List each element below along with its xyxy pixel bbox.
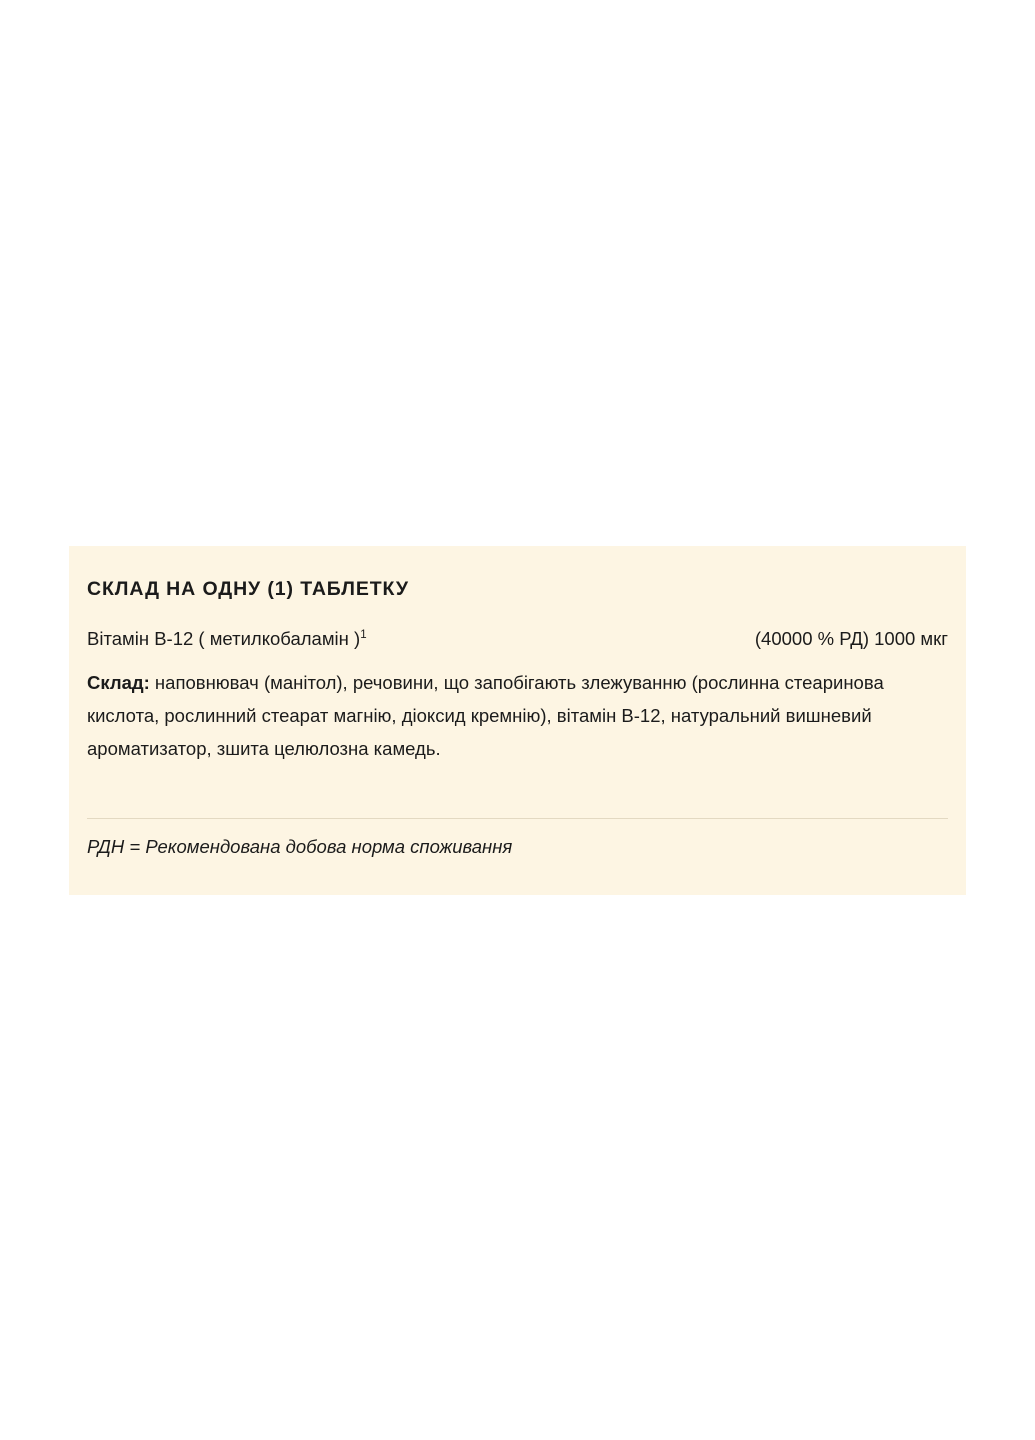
nutrient-row bbox=[87, 628, 948, 658]
ingredients-text: наповнювач (манітол), речовини, що запобігають злежуванню (рослинна стеаринова кислота, рослинний стеарат магнію, діоксид кремнію), вітамін B-12, натуральний вишневий ароматизатор, зшита целюлозна камедь. bbox=[87, 672, 884, 759]
supplement-facts-title: СКЛАД НА ОДНУ (1) ТАБЛЕТКУ bbox=[87, 578, 409, 600]
ingredients-label: Склад: bbox=[87, 672, 150, 693]
ingredients-paragraph bbox=[87, 666, 948, 765]
supplement-facts-panel bbox=[69, 546, 966, 895]
nutrient-footnote-marker: 1 bbox=[360, 628, 367, 641]
nutrient-amount: (40000 % РД) 1000 мкг bbox=[754, 628, 948, 649]
supplement-facts-content bbox=[87, 546, 948, 895]
daily-value-footnote: РДН = Рекомендована добова норма споживання bbox=[87, 836, 513, 857]
nutrient-name bbox=[87, 628, 367, 650]
panel-divider bbox=[87, 818, 948, 819]
nutrient-name-text: Вітамін B-12 ( метилкобаламін ) bbox=[87, 628, 361, 649]
